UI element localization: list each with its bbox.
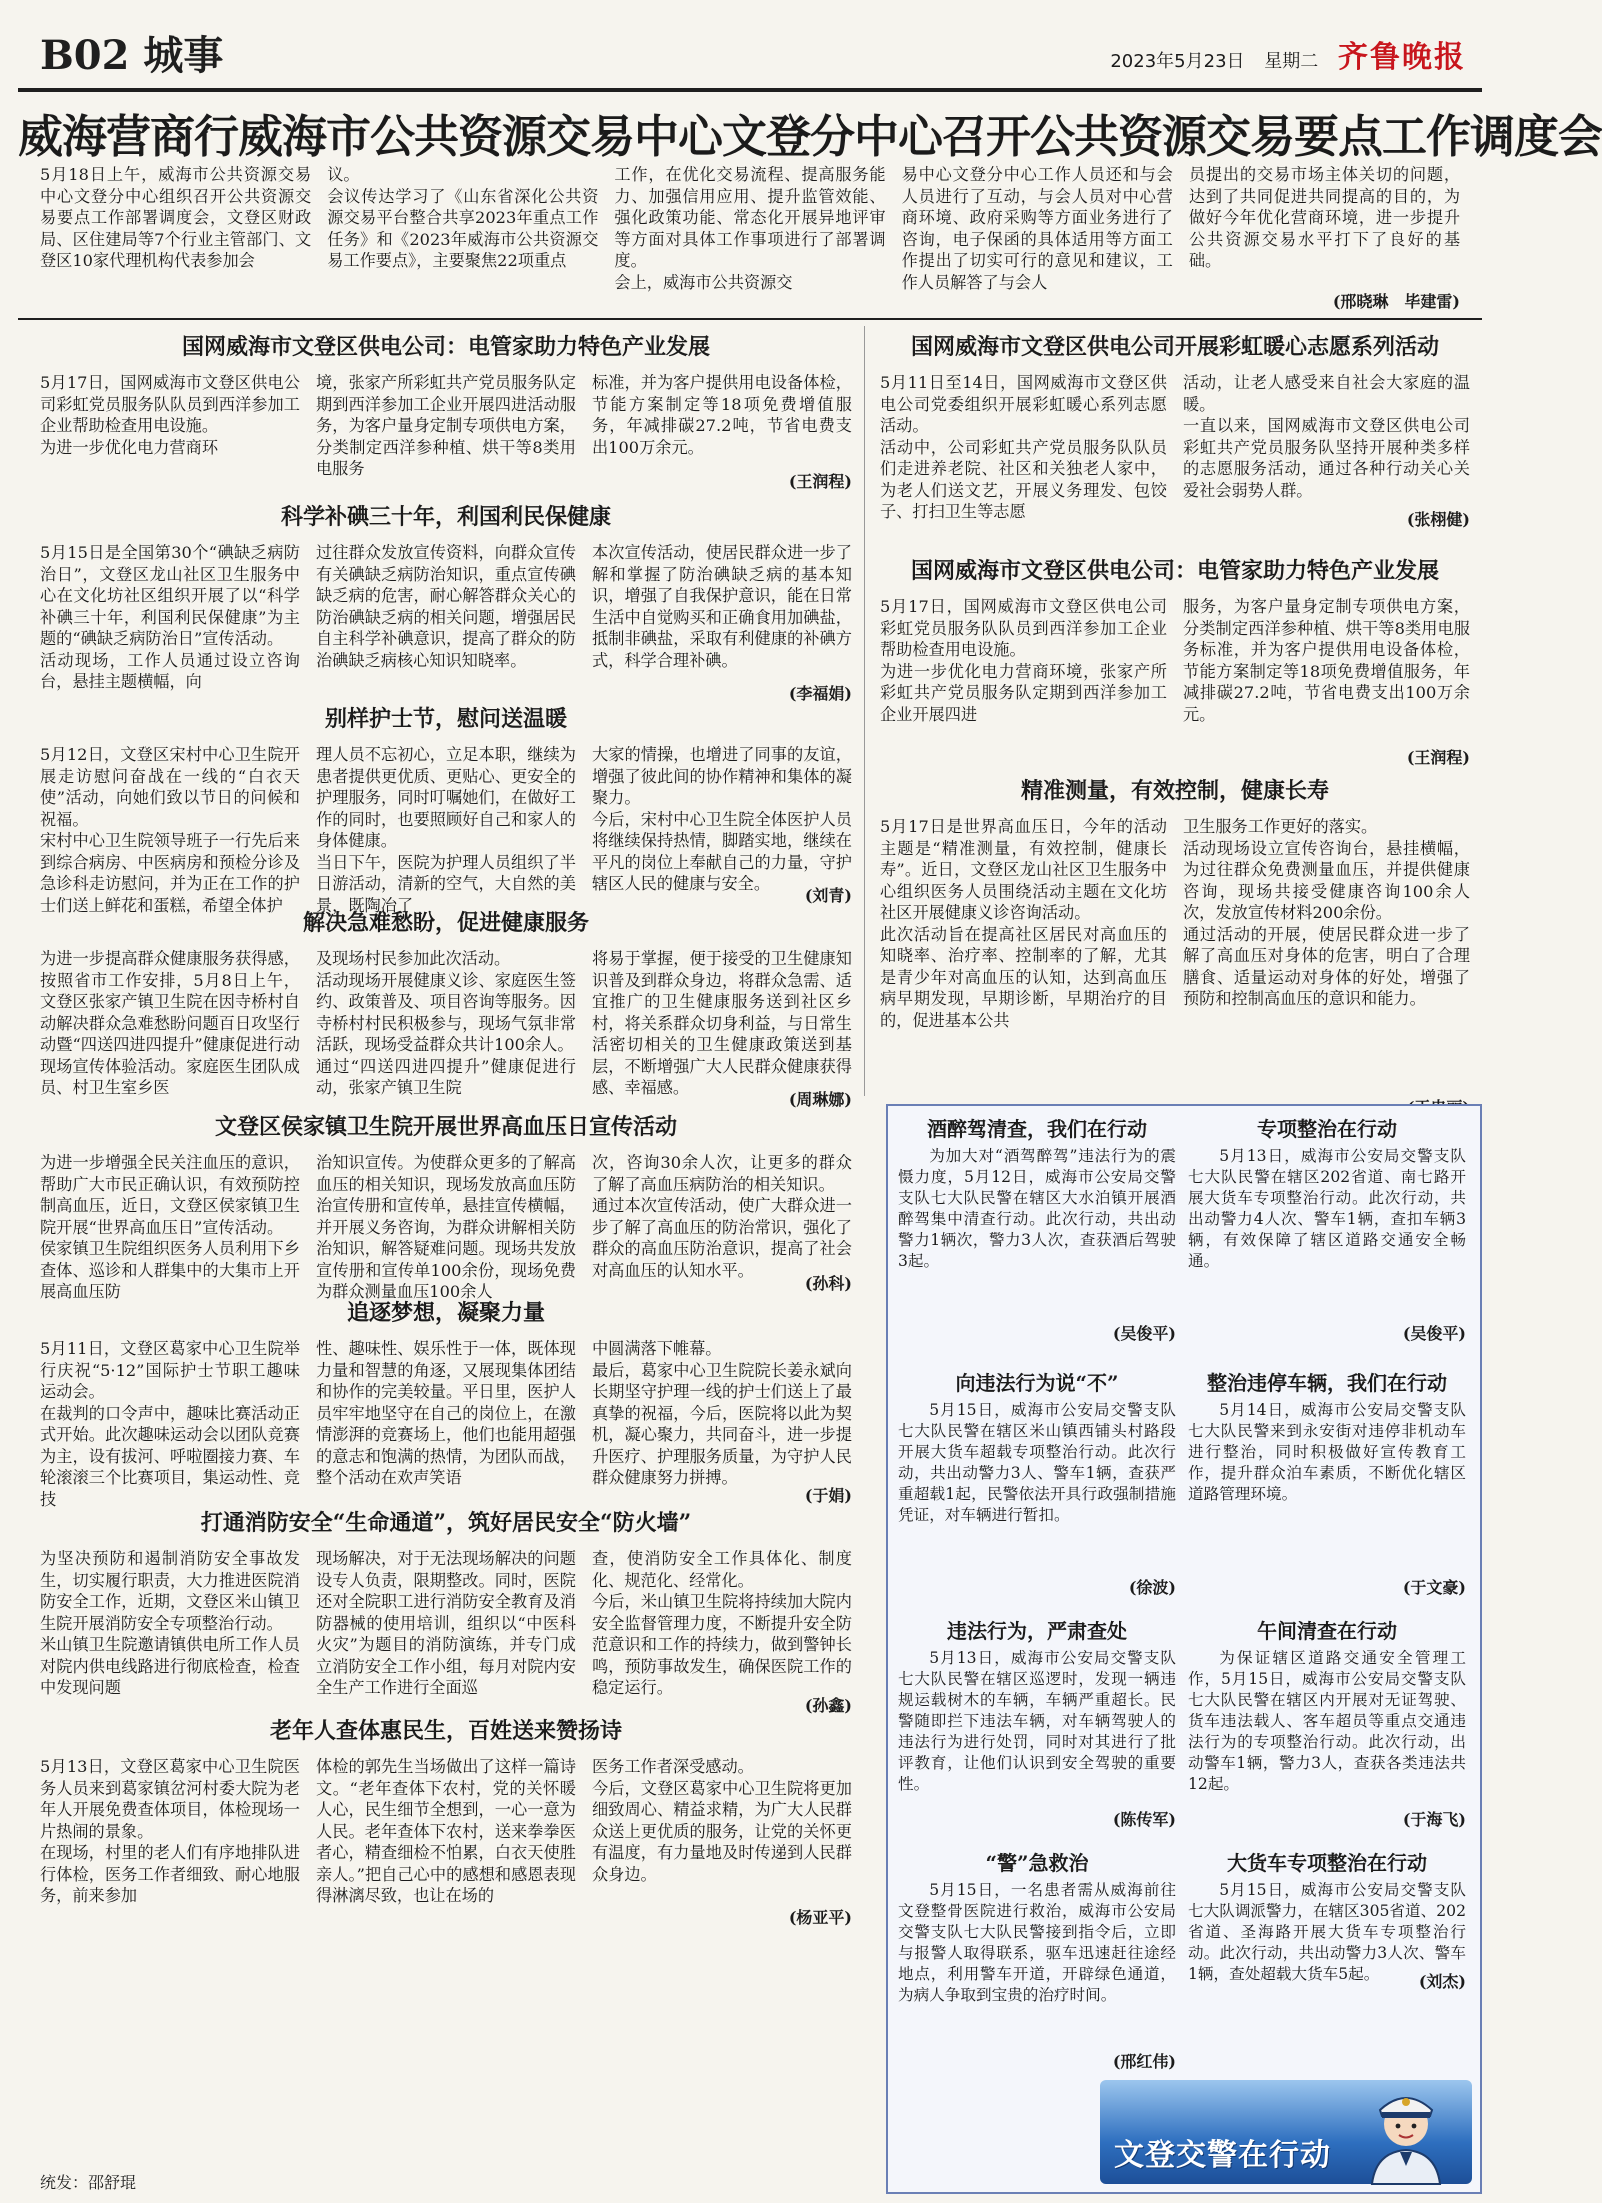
police-item-byline: (刘杰) — [1413, 1971, 1466, 1992]
police-item-text: 为加大对“酒驾醉驾”违法行为的震慑力度，5月12日，威海市公安局交警支队七大队民警在辖区大水泊镇开展酒醉驾集中清查行动。此次行动，共出动警力1辆次，警力3人次，查获酒后驾驶3起。 — [898, 1147, 1176, 1270]
article-column: 过往群众发放宣传资料，向群众宣传有关碘缺乏病防治知识，重点宣传碘缺乏病的危害，耐心解答群众关心的防治碘缺乏病的相关问题，增强居民自主科学补碘意识，提高了群众的防治碘缺乏病核心知识知晓率。 — [316, 543, 576, 670]
article-column: 境，张家产所彩虹共产党员服务队定期到西洋参加工企业开展四进活动服务，为客户量身定制专项供电方案，分类制定西洋参种植、烘干等8类用电服务 — [316, 373, 576, 478]
police-item-byline: (陈传军) — [1107, 1809, 1176, 1830]
article-column: 为进一步提高群众健康服务获得感，按照省市工作安排，5月8日上午，文登区张家产镇卫生院在因寺桥村自动解决群众急难愁盼问题百日攻坚行动暨“四送四进四提升”健康促进行动现场宣传体验活动。家庭医生团队成员、村卫生室乡医 — [40, 949, 300, 1097]
lead-article — [40, 164, 1460, 310]
article-title: 追逐梦想，凝聚力量 — [346, 1300, 545, 1326]
lead-byline: (邢晓琳 毕建雷) — [1327, 289, 1460, 312]
police-item-title: 整治违停车辆，我们在行动 — [1207, 1371, 1447, 1395]
article-column: 为进一步增强全民关注血压的意识，帮助广大市民正确认识，有效预防控制高血压，近日，文登区侯家镇卫生院开展“世界高血压日”宣传活动。 侯家镇卫生院组织医务人员利用下乡查体、巡诊和人群集中的大集市上开展高血压防 — [40, 1153, 300, 1301]
police-item-text: 5月15日，威海市公安局交警支队七大队调派警力，在辖区305省道、202省道、圣海路开展大货车专项整治行动。此次行动，共出动警力3人次、警车1辆，查处超载大货车5起。 — [1188, 1881, 1466, 1983]
police-item — [898, 1112, 1176, 1348]
article-title: 老年人查体惠民生，百姓送来赞扬诗 — [269, 1718, 622, 1744]
article-column: 5月13日，文登区葛家中心卫生院医务人员来到葛家镇岔河村委大院为老年人开展免费查体项目，体检现场一片热闹的景象。 在现场，村里的老人们有序地排队进行体检，医务工作者细致、耐心地服务，前来参加 — [40, 1757, 300, 1905]
police-item-text: 5月15日，威海市公安局交警支队七大队民警在辖区米山镇西铺头村路段开展大货车超载专项整治行动。此次行动，共出动警力3人、警车1辆，查获严重超载1起，民警依法开具行政强制措施凭证，对车辆进行暂扣。 — [898, 1401, 1176, 1524]
lead-col-4: 易中心文登分中心工作人员还和与会人员进行了互动，与会人员对中心营商环境、政府采购等方面业务进行了咨询，电子保函的具体适用等方面工作提出了切实可行的意见和建议，工作人员解答了与会人 — [901, 165, 1173, 292]
article-column: 5月11日至14日，国网威海市文登区供电公司党委组织开展彩虹暖心系列志愿活动。 活动中，公司彩虹共产党员服务队队员们走进养老院、社区和关独老人家中，为老人们送文艺，开展义务理发、包饺子、打扫卫生等志愿 — [880, 373, 1167, 521]
article — [40, 1110, 852, 1301]
article-column: 将易于掌握，便于接受的卫生健康知识普及到群众身边，将群众急需、适宜推广的卫生健康服务送到社区乡村，将关系群众切身利益，与日常生活密切相关的卫生健康政策送到基层，不断增强广大人民群众健康获得感、幸福感。 — [592, 949, 852, 1097]
article-column: 大家的情操，也增进了同事的友谊，增强了彼此间的协作精神和集体的凝聚力。 今后，宋村中心卫生院全体医护人员将继续保持热情，脚踏实地，继续在平凡的岗位上奉献自己的力量，守护辖区人民的健康与安全。 — [592, 745, 852, 893]
article-column: 5月17日，国网威海市文登区供电公司彩虹党员服务队队员到西洋参加工企业帮助检查用电设施。 为进一步优化电力营商环 — [40, 373, 300, 457]
article-column: 5月17日，国网威海市文登区供电公司彩虹党员服务队队员到西洋参加工企业帮助检查用电设施。 为进一步优化电力营商环境，张家产所彩虹共产党员服务队定期到西洋参加工企业开展四进 — [880, 597, 1167, 724]
column-divider — [864, 326, 865, 1096]
article-title: 文登区侯家镇卫生院开展世界高血压日宣传活动 — [214, 1114, 677, 1140]
newspaper-logo: 齐鲁晚报 — [1338, 40, 1466, 75]
lead-headline: 威海营商行威海市公共资源交易中心文登分中心召开公共资源交易要点工作调度会 — [18, 110, 1602, 163]
article-column: 活动，让老人感受来自社会大家庭的温暖。 一直以来，国网威海市文登区供电公司彩虹共产党员服务队坚持开展种类多样的志愿服务活动，通过各种行动关心关爱社会弱势人群。 — [1183, 373, 1470, 500]
footer-editor: 统发：邵舒琨 — [40, 2173, 137, 2192]
police-item — [898, 1366, 1176, 1602]
article — [40, 1714, 852, 1926]
article-title: 国网威海市文登区供电公司：电管家助力特色产业发展 — [910, 558, 1439, 584]
police-item-text: 5月15日，一名患者需从威海前往文登整骨医院进行救治，威海市公安局交警支队七大队民警接到指令后，立即与报警人取得联系，驱车迅速赶往途经地点，利用警车开道，开辟绿色通道，为病人争取到宝贵的治疗时间。 — [898, 1881, 1176, 2004]
article — [40, 330, 852, 490]
header-rule — [18, 88, 1482, 92]
article-column: 查，使消防安全工作具体化、制度化、规范化、经常化。 今后，米山镇卫生院将持续加大院内安全监督管理力度，不断提升安全防范意识和工作的持续力，做到警钟长鸣，预防事故发生，确保医院工作的稳定运行。 — [592, 1549, 852, 1697]
article-byline: (李福娟) — [783, 681, 852, 704]
police-item-byline: (吴俊平) — [1397, 1323, 1466, 1344]
lead-col-5: 员提出的交易市场主体关切的问题，达到了共同促进共同提高的目的，为做好今年优化营商环境，进一步提升公共资源交易水平打下了良好的基础。 — [1188, 165, 1461, 270]
page-section-label: B02 城事 — [40, 32, 224, 79]
police-item — [1188, 1614, 1466, 1834]
issue-weekday: 星期二 — [1264, 51, 1319, 72]
police-officer-icon — [1346, 2080, 1466, 2184]
police-item-title: “警”急救治 — [985, 1851, 1089, 1875]
article-byline: (张栩健) — [1401, 507, 1470, 530]
article-title: 国网威海市文登区供电公司：电管家助力特色产业发展 — [181, 334, 710, 360]
police-item-text: 5月14日，威海市公安局交警支队七大队民警来到永安街对违停非机动车进行整治，同时积极做好宣传教育工作，提升群众泊车素质，不断优化辖区道路管理环境。 — [1188, 1401, 1466, 1503]
police-item-text: 为保证辖区道路交通安全管理工作，5月15日，威海市公安局交警支队七大队民警在辖区内开展对无证驾驶、货车违法载人、客车超员等重点交通违法行为的专项整治行动。此次行动，出动警车1辆，警力3人，查获各类违法共12起。 — [1188, 1649, 1466, 1793]
article-byline: (孙鑫) — [799, 1693, 852, 1716]
police-item — [1188, 1112, 1466, 1348]
article-byline: (于娟) — [799, 1483, 852, 1506]
article — [880, 330, 1470, 528]
police-item-title: 大货车专项整治在行动 — [1227, 1851, 1427, 1875]
article — [40, 1296, 852, 1509]
article — [40, 702, 852, 915]
banner-text: 文登交警在行动 — [1114, 2138, 1331, 2173]
police-item — [898, 1614, 1176, 1834]
police-item-byline: (徐波) — [1123, 1577, 1176, 1598]
article-column: 体检的郭先生当场做出了这样一篇诗文。“老年查体下农村，党的关怀暖人心，民生细节全想到，一心一意为人民。老年查体下农村，送来拳拳医者心，精查细检不怕累，白衣天使胜亲人。”把自己心中的感想和感恩表现得淋漓尽致，也让在场的 — [316, 1757, 576, 1905]
article-title: 科学补碘三十年，利国利民保健康 — [280, 504, 611, 530]
article-column: 5月17日是世界高血压日，今年的活动主题是“精准测量，有效控制，健康长寿”。近日，文登区龙山社区卫生服务中心组织医务人员围绕活动主题在文化坊社区开展健康义诊咨询活动。 此次活动旨在提高社区居民对高血压的知晓率、治疗率、控制率的了解，尤其是青少年对高血压的认知，达到高血压病早期发现，早期诊断，早期治疗的目的，促进基本公共 — [880, 817, 1167, 1030]
police-item — [1188, 1846, 1466, 1996]
article-byline: (王润程) — [783, 469, 852, 492]
article — [880, 554, 1470, 766]
article-column: 卫生服务工作更好的落实。 活动现场设立宣传咨询台，悬挂横幅，为过往群众免费测量血压，并提供健康咨询，现场共接受健康咨询100余人次，发放宣传材料200余份。 通过活动的开展，使居民群众进一步了解了高血压对身体的危害，明白了合理膳食、适量运动对身体的好处，增强了预防和控制高血压的意识和能力。 — [1183, 817, 1470, 1008]
police-item-title: 向违法行为说“不” — [955, 1371, 1119, 1395]
article-title: 打通消防安全“生命通道”，筑好居民安全“防火墙” — [200, 1510, 692, 1536]
police-item-title: 违法行为，严肃查处 — [947, 1619, 1127, 1643]
police-item-byline: (于文豪) — [1397, 1577, 1466, 1598]
police-item-title: 酒醉驾清查，我们在行动 — [927, 1117, 1147, 1141]
police-item-text: 5月13日，威海市公安局交警支队七大队民警在辖区202省道、南七路开展大货车专项整治行动。此次行动，共出动警力4人次、警车1辆，查扣车辆3辆，有效保障了辖区道路交通安全畅通。 — [1188, 1147, 1466, 1270]
police-item — [1188, 1366, 1466, 1602]
article-title: 别样护士节，慰问送温暖 — [324, 706, 567, 732]
police-item-byline: (吴俊平) — [1107, 1323, 1176, 1344]
police-item-byline: (邢红伟) — [1107, 2051, 1176, 2072]
article-column: 现场解决，对于无法现场解决的问题设专人负责，限期整改。同时，医院还对全院职工进行消防安全教育及消防器械的使用培训，组织以“中医科火灾”为题目的消防演练，并专门成立消防安全工作小组，每月对院内安全生产工作进行全面巡 — [316, 1549, 576, 1697]
article-column: 5月15日是全国第30个“碘缺乏病防治日”，文登区龙山社区卫生服务中心在文化坊社区组织开展了以“科学补碘三十年，利国利民保健康”为主题的“碘缺乏病防治日”宣传活动。 活动现场，工作人员通过设立咨询台，悬挂主题横幅，向 — [40, 543, 300, 691]
article-column: 服务，为客户量身定制专项供电方案，分类制定西洋参种植、烘干等8类用电服务标准，并为客户提供用电设备体检，节能方案制定等18项免费增值服务，年减排碳27.2吨，节省电费支出100万余元。 — [1183, 597, 1470, 724]
article-title: 解决急难愁盼，促进健康服务 — [302, 910, 589, 936]
issue-date: 2023年5月23日 — [1110, 51, 1245, 72]
police-item-title: 午间清查在行动 — [1257, 1619, 1397, 1643]
police-item-byline: (于海飞) — [1397, 1809, 1466, 1830]
lead-col-2: 议。 会议传达学习了《山东省深化公共资源交易平台整合共享2023年重点工作任务》和《2023年威海市公共资源交易工作要点》，主要聚焦22项重点 — [327, 165, 599, 270]
article-column: 为坚决预防和遏制消防安全事故发生，切实履行职责，大力推进医院消防安全工作，近期，文登区米山镇卫生院开展消防安全专项整治行动。 米山镇卫生院邀请镇供电所工作人员对院内供电线路进行彻底检查，检查中发现问题 — [40, 1549, 300, 1697]
article-column: 本次宣传活动，使居民群众进一步了解和掌握了防治碘缺乏病的基本知识，增强了自我保护意识，能在日常生活中自觉购买和正确食用加碘盐，抵制非碘盐，采取有利健康的补碘方式，科学合理补碘。 — [592, 543, 852, 670]
article-column: 标准，并为客户提供用电设备体检，节能方案制定等18项免费增值服务，年减排碳27.2吨，节省电费支出100万余元。 — [592, 373, 852, 457]
article-column: 中圆满落下帷幕。 最后，葛家中心卫生院院长姜永斌向长期坚守护理一线的护士们送上了最真挚的祝福，今后，医院将以此为契机，凝心聚力，共同奋斗，进一步提升医疗、护理服务质量，为守护人民群众健康努力拼搏。 — [592, 1339, 852, 1487]
article-column: 理人员不忘初心，立足本职，继续为患者提供更优质、更贴心、更安全的护理服务，同时叮嘱她们，在做好工作的同时，也要照顾好自己和家人的身体健康。 当日下午，医院为护理人员组织了半日游活动，清新的空气，大自然的美景，既陶冶了 — [316, 745, 576, 915]
article — [40, 1506, 852, 1714]
article-title: 国网威海市文登区供电公司开展彩虹暖心志愿系列活动 — [910, 334, 1439, 360]
lead-rule — [18, 318, 1482, 320]
article-column: 5月11日，文登区葛家中心卫生院举行庆祝“5·12”国际护士节职工趣味运动会。 在裁判的口令声中，趣味比赛活动正式开始。此次趣味运动会以团队竞赛为主，设有拔河、呼啦圈接力赛、车轮滚滚三个比赛项目，集运动性、竞技 — [40, 1339, 300, 1509]
article-column: 5月12日，文登区宋村中心卫生院开展走访慰问奋战在一线的“白衣天使”活动，向她们致以节日的问候和祝福。 宋村中心卫生院领导班子一行先后来到综合病房、中医病房和预检分诊及急诊科走访慰问，并为正在工作的护士们送上鲜花和蛋糕，希望全体护 — [40, 745, 300, 915]
article-column: 及现场村民参加此次活动。 活动现场开展健康义诊、家庭医生签约、政策普及、项目咨询等服务。因寺桥村村民积极参与，现场气氛非常活跃，现场受益群众共计100余人。 通过“四送四进四提升”健康促进行动，张家产镇卫生院 — [316, 949, 576, 1097]
traffic-police-banner — [1100, 2080, 1472, 2184]
article-column: 治知识宣传。为使群众更多的了解高血压的相关知识，现场发放高血压防治宣传册和宣传单，悬挂宣传横幅，并开展义务咨询，为群众讲解相关防治知识，解答疑难问题。现场共发放宣传册和宣传单100余份，现场免费为群众测量血压100余人 — [316, 1153, 576, 1301]
article — [40, 906, 852, 1108]
article-column: 医务工作者深受感动。 今后，文登区葛家中心卫生院将更加细致周心、精益求精，为广大人民群众送上更优质的服务，让党的关怀更有温度，有力量地及时传递到人民群众身边。 — [592, 1757, 852, 1884]
article-column: 次，咨询30余人次，让更多的群众了解了高血压病防治的相关知识。 通过本次宣传活动，使广大群众进一步了解了高血压的防治常识，强化了群众的高血压防治意识，提高了社会对高血压的认知水平。 — [592, 1153, 852, 1280]
article-byline: (刘青) — [799, 883, 852, 906]
lead-col-1: 5月18日上午，威海市公共资源交易中心文登分中心组织召开公共资源交易要点工作部署调度会，文登区财政局、区住建局等7个行业主管部门、文登区10家代理机构代表参加会 — [40, 165, 312, 270]
article-byline: (杨亚平) — [783, 1905, 852, 1928]
article — [880, 774, 1470, 1116]
police-item-title: 专项整治在行动 — [1257, 1117, 1397, 1141]
date-bar — [1110, 32, 1466, 76]
article-byline: (王润程) — [1401, 745, 1470, 768]
article-title: 精准测量，有效控制，健康长寿 — [1020, 778, 1329, 804]
police-item-text: 5月13日，威海市公安局交警支队七大队民警在辖区巡逻时，发现一辆违规运载树木的车辆，车辆严重超长。民警随即拦下违法车辆，对车辆驾驶人的违法行为进行处罚，同时对其进行了批评教育，让他们认识到安全驾驶的重要性。 — [898, 1649, 1176, 1793]
lead-col-3: 工作，在优化交易流程、提高服务能力、加强信用应用、提升监管效能、强化政策功能、常态化开展异地评审等方面对具体工作事项进行了部署调度。 会上，威海市公共资源交 — [614, 165, 886, 292]
article-column: 性、趣味性、娱乐性于一体，既体现力量和智慧的角逐，又展现集体团结和协作的完美较量。平日里，医护人员牢牢地坚守在自己的岗位上，在激情澎湃的竞赛场上，他们也能用超强的意志和饱满的热情，为团队而战，整个活动在欢声笑语 — [316, 1339, 576, 1487]
article — [40, 500, 852, 702]
article-byline: (孙科) — [799, 1271, 852, 1294]
police-item — [898, 1846, 1176, 2076]
article-byline: (周琳娜) — [783, 1087, 852, 1110]
